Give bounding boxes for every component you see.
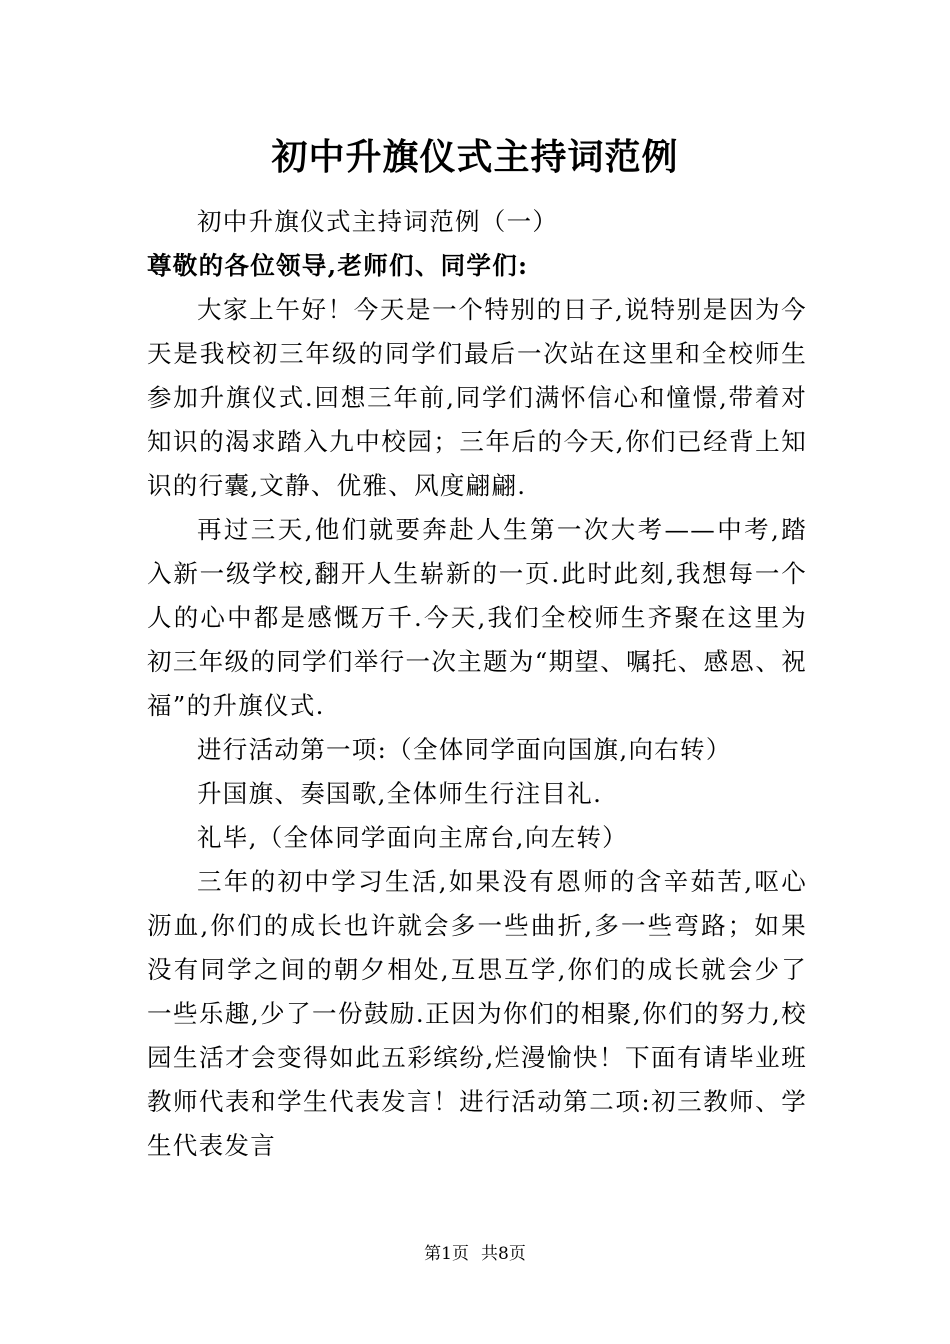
paragraph-2: 再过三天,他们就要奔赴人生第一次大考——中考,踏入新一级学校,翻开人生崭新的一页.此时此刻,我想每一个人的心中都是感慨万千.今天,我们全校师生齐聚在这里为初三年级的同学们举行一次主题为“期望、嘱托、感恩、祝福”的升旗仪式. [147, 515, 807, 720]
page-total: 共8页 [481, 1244, 526, 1264]
paragraph-5: 礼毕,（全体同学面向主席台,向左转） [197, 823, 628, 852]
page-footer [0, 1243, 950, 1265]
document-subtitle: 初中升旗仪式主持词范例（一） [197, 207, 559, 236]
document-body [147, 200, 807, 1168]
document-title: 初中升旗仪式主持词范例 [271, 136, 679, 178]
paragraph-6: 三年的初中学习生活,如果没有恩师的含辛茹苦,呕心沥血,你们的成长也许就会多一些曲折,多一些弯路；如果没有同学之间的朝夕相处,互思互学,你们的成长就会少了一些乐趣,少了一份鼓励.正因为你们的相聚,你们的努力,校园生活才会变得如此五彩缤纷,烂漫愉快！下面有请毕业班教师代表和学生代表发言！进行活动第二项:初三教师、学生代表发言 [147, 867, 807, 1160]
paragraph-3: 进行活动第一项:（全体同学面向国旗,向右转） [197, 735, 732, 764]
salutation: 尊敬的各位领导,老师们、同学们: [147, 251, 529, 280]
paragraph-1: 大家上午好！今天是一个特别的日子,说特别是因为今天是我校初三年级的同学们最后一次站在这里和全校师生参加升旗仪式.回想三年前,同学们满怀信心和憧憬,带着对知识的渴求踏入九中校园；三年后的今天,你们已经背上知识的行囊,文静、优雅、风度翩翩. [147, 295, 807, 500]
paragraph-4: 升国旗、奏国歌,全体师生行注目礼. [197, 779, 603, 808]
page-number: 第1页 [424, 1244, 469, 1264]
